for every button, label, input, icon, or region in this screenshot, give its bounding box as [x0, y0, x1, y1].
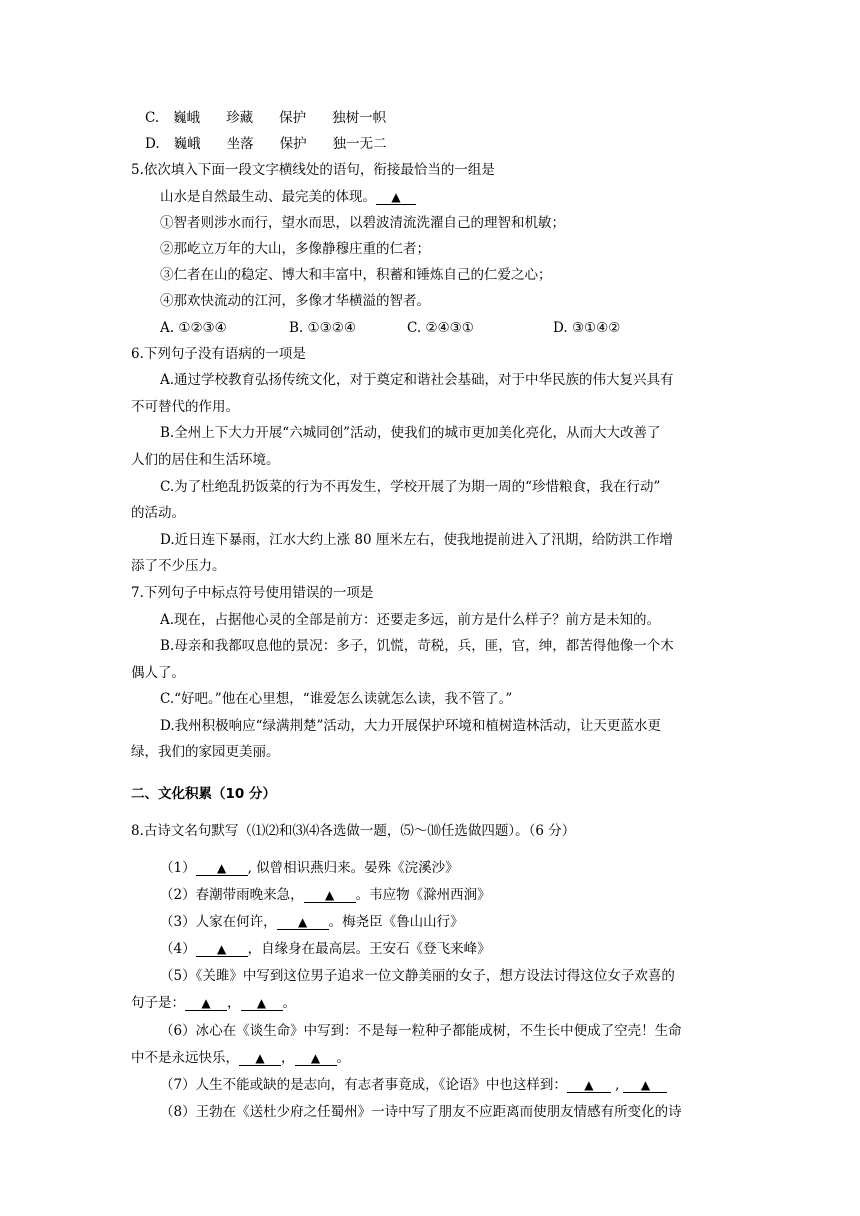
q5-option-c: [407, 319, 474, 337]
triangle-marker-icon: ▲: [391, 190, 401, 204]
q6-option-b-line2: 人们的居住和生活环境。: [131, 452, 280, 468]
answer-blank: [241, 996, 283, 1011]
option-label: C.: [145, 110, 160, 126]
q8-item-2: [160, 886, 491, 904]
answer-blank: [295, 1051, 337, 1066]
q8-item-4: [160, 940, 491, 958]
q5-lead-text: 山水是自然最生动、最完美的体现。: [160, 189, 376, 205]
option-word: 坐落: [226, 136, 254, 152]
triangle-marker-icon: ▲: [216, 942, 227, 956]
q6-option-d-line2: 添了不少压力。: [131, 558, 226, 574]
q7-option-a: A.现在，占据他心灵的全部是前方：还要走多远，前方是什么样子？前方是未知的。: [160, 612, 661, 628]
punctuation: ，: [227, 995, 241, 1011]
q8-item-6-line2: [131, 1049, 350, 1067]
item-text: （7）人生不能或缺的是志向，有志者事竟成，《论语》中也这样到：: [160, 1077, 567, 1093]
option-word: 保护: [279, 136, 307, 152]
q7-option-b-line1: B.母亲和我都叹息他的景况：多子，饥慌，苛税，兵，匪，官，绅，都苦得他像一个木: [160, 638, 674, 654]
punctuation: ，: [281, 1050, 295, 1066]
q7-option-d-line1: D.我州积极响应“绿满荆楚”活动，大力开展保护环境和植树造林活动，让天更蓝水更: [160, 718, 661, 734]
option-label: D.: [145, 136, 160, 152]
answer-blank: [304, 888, 356, 903]
option-text: ③①④②: [571, 320, 621, 336]
q6-option-a-line1: A.通过学校教育弘扬传统文化，对于奠定和谐社会基础，对于中华民族的伟大复兴具有: [160, 372, 674, 388]
option-text: ①②③④: [178, 320, 227, 336]
option-label: D.: [553, 320, 568, 336]
q7-option-c: C.“好吧。”他在心里想，“谁爱怎么读就怎么读，我不管了。”: [160, 691, 513, 707]
item-text: 句子是：: [131, 995, 185, 1011]
triangle-marker-icon: ▲: [201, 996, 211, 1010]
q6-option-c-line1: C.为了杜绝乱扔饭菜的行为不再发生，学校开展了为期一周的“珍惜粮食，我在行动”: [160, 479, 661, 495]
answer-blank: [185, 996, 227, 1011]
q6-stem: 6.下列句子没有语病的一项是: [131, 346, 306, 362]
q5-sentence-3: ③仁者在山的稳定、博大和丰富中，积蓄和锤炼自己的仁爱之心；: [160, 267, 552, 283]
q6-option-a-line2: 不可替代的作用。: [131, 399, 239, 415]
triangle-marker-icon: ▲: [297, 915, 308, 929]
q8-item-3: [160, 913, 464, 931]
q4-option-c: [145, 109, 386, 127]
option-label: C.: [407, 320, 422, 336]
item-text: 。韦应物《滁州西涧》: [355, 887, 491, 903]
item-text: , 似曾相识燕归来。晏殊《浣溪沙》: [247, 860, 459, 876]
q7-option-b-line2: 偶人了。: [131, 665, 185, 681]
triangle-marker-icon: ▲: [216, 861, 227, 875]
q6-option-d-line1: D.近日连下暴雨，江水大约上涨 80 厘米左右，使我地提前进入了汛期，给防洪工作增: [160, 532, 673, 548]
triangle-marker-icon: ▲: [584, 1078, 594, 1092]
option-word: 巍峨: [173, 136, 201, 152]
q5-option-b: [289, 319, 356, 337]
q6-option-c-line2: 的活动。: [131, 505, 185, 521]
q5-option-a: [160, 319, 227, 337]
item-text: （3）人家在何许，: [160, 914, 277, 930]
q7-option-d-line2: 绿，我们的家园更美丽。: [131, 744, 280, 760]
q5-option-d: [553, 319, 620, 337]
triangle-marker-icon: ▲: [256, 996, 267, 1010]
q5-sentence-1: ①智者则涉水而行，望水而思，以碧波清流洗濯自己的理智和机敏；: [160, 215, 565, 231]
q8-item-5-line1: （5）《关雎》中写到这位男子追求一位文静美丽的女子，想方设法讨得这位女子欢喜的: [160, 968, 675, 984]
punctuation: 。: [282, 995, 296, 1011]
triangle-marker-icon: ▲: [324, 888, 335, 902]
answer-blank: [567, 1078, 611, 1093]
answer-blank: [196, 861, 248, 876]
q8-stem: 8.古诗文名句默写（⑴⑵和⑶⑷各选做一题，⑸～⑽任选做四题）。（6 分）: [131, 823, 576, 839]
item-text: 。梅尧臣《鲁山山行》: [328, 914, 464, 930]
q5-lead: [160, 188, 416, 206]
option-word: 珍藏: [226, 110, 254, 126]
answer-blank: [277, 915, 329, 930]
answer-blank: [196, 942, 248, 957]
option-label: A.: [160, 320, 175, 336]
item-text: （2）春潮带雨晚来急，: [160, 887, 304, 903]
q5-sentence-4: ④那欢快流动的江河，多像才华横溢的智者。: [160, 293, 430, 309]
option-word: 保护: [279, 110, 307, 126]
item-number: （1）: [160, 860, 196, 876]
q5-sentence-2: ②那屹立万年的大山，多像静穆庄重的仁者；: [160, 241, 430, 257]
answer-blank: [376, 190, 416, 205]
q6-option-b-line1: B.全州上下大力开展“六城同创”活动，使我们的城市更加美化亮化，从而大大改善了: [160, 425, 661, 441]
option-word: 独一无二: [332, 136, 387, 152]
option-text: ①③②④: [307, 320, 356, 336]
q4-option-d: [145, 135, 387, 153]
q8-item-8-line1: （8）王勃在《送杜少府之任蜀州》一诗中写了朋友不应距离而使朋友情感有所变化的诗: [160, 1104, 682, 1120]
q8-item-7: [160, 1076, 667, 1094]
triangle-marker-icon: ▲: [640, 1078, 651, 1092]
q8-item-6-line1: （6）冰心在《谈生命》中写到：不是每一粒种子都能成树，不生长中便成了空壳！生命: [160, 1023, 682, 1039]
q8-item-1: [160, 859, 459, 877]
triangle-marker-icon: ▲: [255, 1051, 265, 1065]
q7-stem: 7.下列句子中标点符号使用错误的一项是: [131, 585, 374, 601]
q8-item-5-line2: [131, 994, 296, 1012]
triangle-marker-icon: ▲: [310, 1051, 321, 1065]
item-number: （4）: [160, 941, 196, 957]
option-label: B.: [289, 320, 304, 336]
punctuation: 。: [336, 1050, 350, 1066]
answer-blank: [623, 1078, 667, 1093]
option-text: ②④③①: [425, 320, 474, 336]
section-heading: 二、文化积累（10 分）: [131, 786, 276, 802]
item-text: 中不是永远快乐，: [131, 1050, 239, 1066]
punctuation: ,: [610, 1077, 620, 1093]
item-text: ，自缘身在最高层。王安石《登飞来峰》: [247, 941, 491, 957]
answer-blank: [239, 1051, 281, 1066]
option-word: 巍峨: [173, 110, 201, 126]
option-word: 独树一帜: [332, 110, 387, 126]
q5-stem: 5.依次填入下面一段文字横线处的语句，衔接最恰当的一组是: [131, 162, 495, 178]
